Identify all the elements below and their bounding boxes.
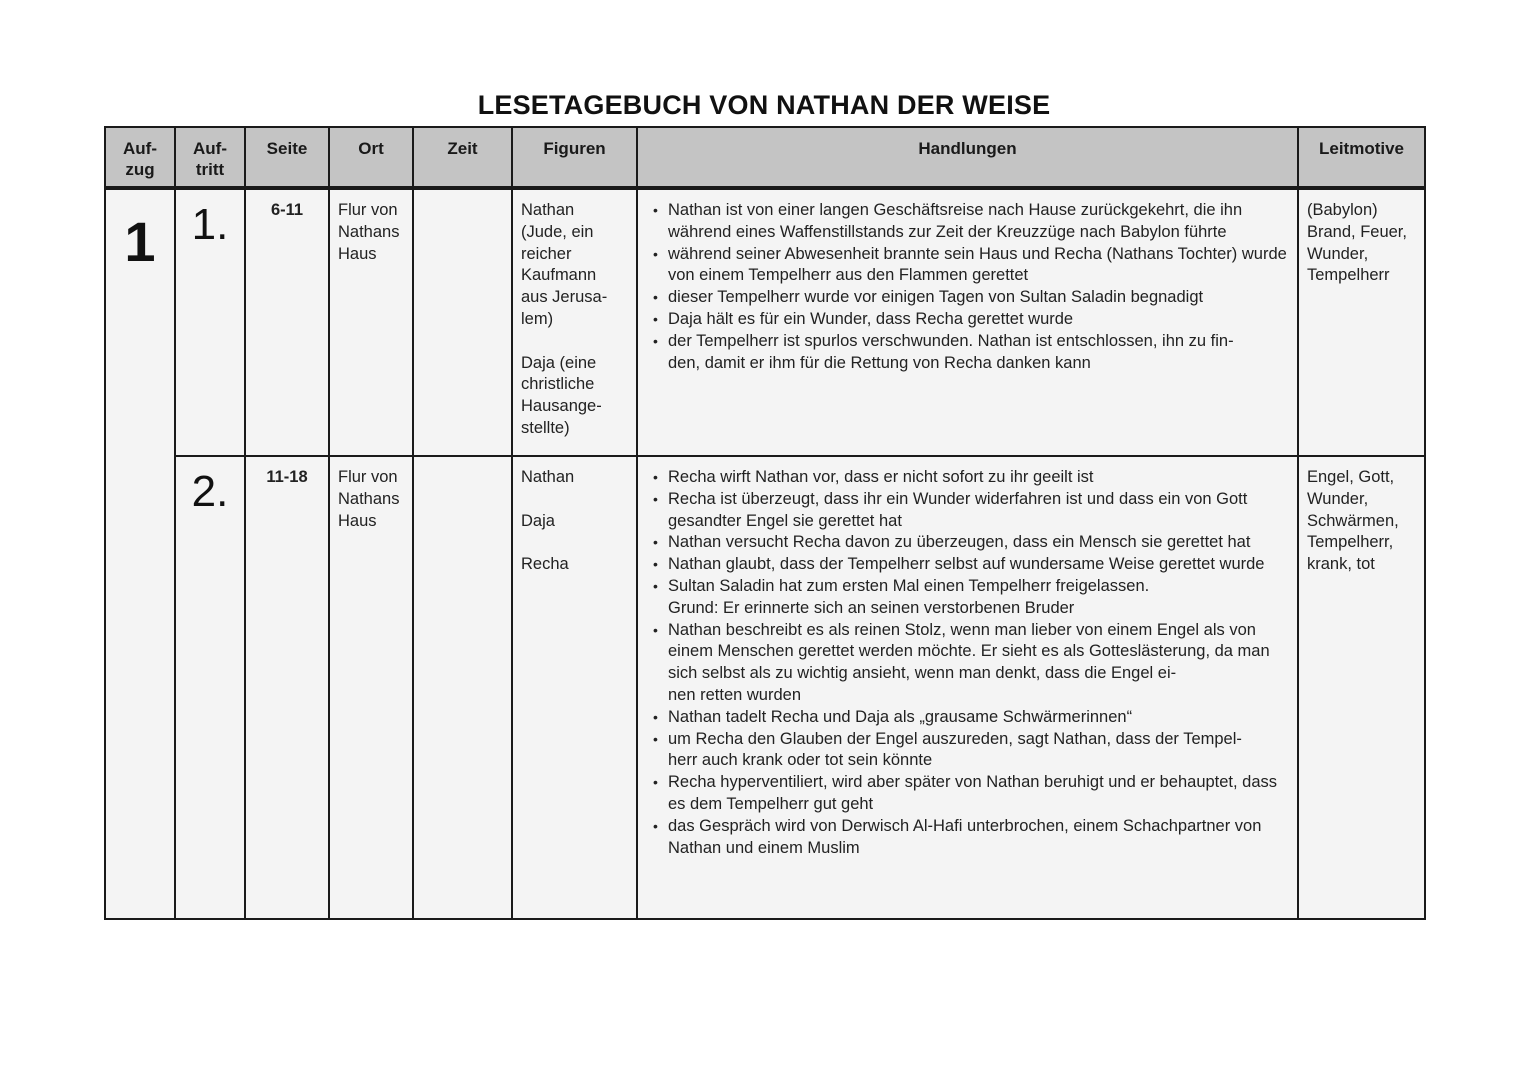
seite-cell: 11-18 — [245, 456, 329, 919]
leitmotive-cell: (Babylon) Brand, Feuer, Wunder, Tempelherr — [1298, 188, 1425, 456]
list-item: • das Gespräch wird von Derwisch Al-Hafi unterbrochen, einem Schachpartner von Nathan und einem Muslim — [668, 816, 1289, 860]
auftritt-cell — [175, 456, 245, 919]
header-aufzug: Auf- zug — [105, 127, 175, 188]
auftritt-cell — [175, 188, 245, 456]
list-item: • Nathan beschreibt es als reinen Stolz, wenn man lieber von einem Engel als von einem Menschen gerettet werden möchte. Er sieht es als Gotteslästerung, da man sich selbst als zu wichtig ansieht, wenn man denkt, dass die Engel ei- nen retten wurden — [668, 620, 1289, 707]
list-item: • Sultan Saladin hat zum ersten Mal einen Tempelherr freigelassen. Grund: Er erinnerte sich an seinen verstorbenen Bruder — [668, 576, 1289, 620]
list-item: • Nathan glaubt, dass der Tempelherr selbst auf wundersame Weise gerettet wurde — [668, 554, 1289, 576]
seite-cell: 6-11 — [245, 188, 329, 456]
list-item: • Recha hyperventiliert, wird aber später von Nathan beruhigt und er behauptet, dass es dem Tempelherr gut geht — [668, 772, 1289, 816]
list-item: • der Tempelherr ist spurlos verschwunden. Nathan ist entschlossen, ihn zu fin- den, damit er ihm für die Rettung von Recha danken kann — [668, 331, 1289, 375]
auftritt-number: 1. — [191, 200, 229, 249]
handlungen-list — [646, 467, 1289, 859]
list-item: • dieser Tempelherr wurde vor einigen Tagen von Sultan Saladin begnadigt — [668, 287, 1289, 309]
table-row — [105, 456, 1425, 919]
header-ort: Ort — [329, 127, 413, 188]
header-auftritt: Auf- tritt — [175, 127, 245, 188]
aufzug-number: 1 — [124, 210, 156, 273]
header-figuren: Figuren — [512, 127, 637, 188]
list-item: • Recha ist überzeugt, dass ihr ein Wunder widerfahren ist und dass ein von Gott gesandter Engel sie gerettet hat — [668, 489, 1289, 533]
list-item: • Nathan versucht Recha davon zu überzeugen, dass ein Mensch sie gerettet hat — [668, 532, 1289, 554]
handlungen-cell — [637, 456, 1298, 919]
ort-cell: Flur von Nathans Haus — [329, 456, 413, 919]
list-item: • Nathan tadelt Recha und Daja als „grausame Schwärmerinnen“ — [668, 707, 1289, 729]
figuren-cell: Nathan Daja Recha — [512, 456, 637, 919]
list-item: • um Recha den Glauben der Engel auszureden, sagt Nathan, dass der Tempel- herr auch krank oder tot sein könnte — [668, 729, 1289, 773]
figuren-cell: Nathan (Jude, ein reicher Kaufmann aus Jerusa- lem) Daja (eine christliche Hausange- stellte) — [512, 188, 637, 456]
zeit-cell — [413, 188, 512, 456]
list-item: • Daja hält es für ein Wunder, dass Recha gerettet wurde — [668, 309, 1289, 331]
list-item: • Recha wirft Nathan vor, dass er nicht sofort zu ihr geeilt ist — [668, 467, 1289, 489]
header-handlungen: Handlungen — [637, 127, 1298, 188]
handlungen-cell — [637, 188, 1298, 456]
header-seite: Seite — [245, 127, 329, 188]
handlungen-list — [646, 200, 1289, 374]
header-row — [105, 127, 1425, 188]
leitmotive-cell: Engel, Gott, Wunder, Schwärmen, Tempelherr, krank, tot — [1298, 456, 1425, 919]
header-zeit: Zeit — [413, 127, 512, 188]
page-title: LESETAGEBUCH VON NATHAN DER WEISE — [477, 90, 1051, 120]
ort-cell: Flur von Nathans Haus — [329, 188, 413, 456]
list-item: • Nathan ist von einer langen Geschäftsreise nach Hause zurückgekehrt, die ihn während eines Waffenstillstands zur Zeit der Kreuzzüge nach Babylon führte — [668, 200, 1289, 244]
zeit-cell — [413, 456, 512, 919]
auftritt-number: 2. — [191, 467, 229, 516]
list-item: • während seiner Abwesenheit brannte sein Haus und Recha (Nathans Tochter) wurde von einem Tempelherr aus den Flammen gerettet — [668, 244, 1289, 288]
table-row — [105, 188, 1425, 456]
reading-diary-table — [104, 126, 1426, 920]
header-leitmotive: Leitmotive — [1298, 127, 1425, 188]
aufzug-cell — [105, 188, 175, 919]
